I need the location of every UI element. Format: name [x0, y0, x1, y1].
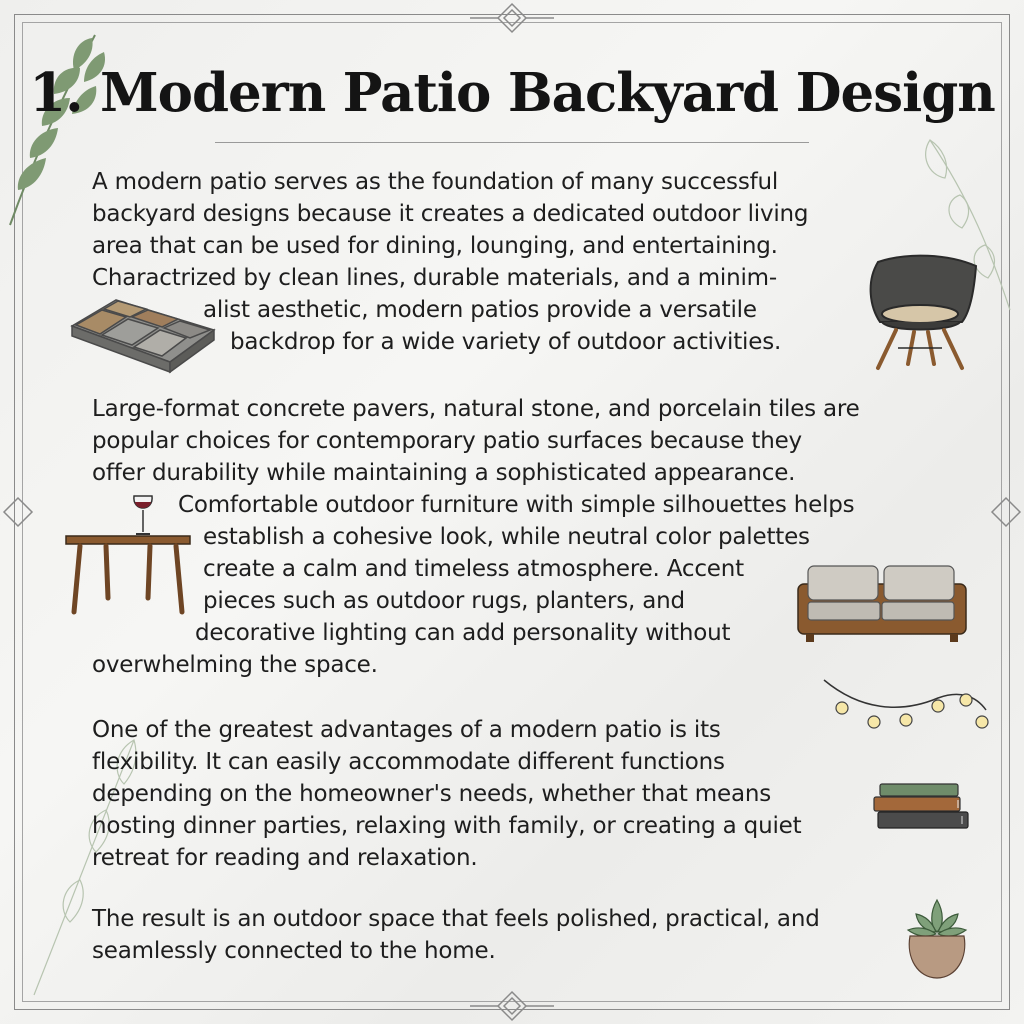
sofa-icon — [796, 560, 968, 644]
paragraph-2-line: offer durability while maintaining a sophisticated appearance. — [92, 460, 796, 486]
paragraph-2-line: overwhelming the space. — [92, 652, 378, 678]
paragraph-2-line: pieces such as outdoor rugs, planters, and — [203, 588, 685, 614]
side-table-with-wine-icon — [62, 490, 194, 618]
paragraph-2-line: decorative lighting can add personality without — [195, 620, 731, 646]
paragraph-1-line: area that can be used for dining, lounging, and entertaining. — [92, 233, 778, 259]
diamond-ornament-bottom — [498, 992, 526, 1020]
paragraph-2-line: Comfortable outdoor furniture with simple silhouettes helps — [178, 492, 855, 518]
paragraph-1-line: alist aesthetic, modern patios provide a versatile — [203, 297, 757, 323]
paragraph-1-line: A modern patio serves as the foundation of many successful — [92, 169, 779, 195]
string-lights-icon — [820, 670, 990, 742]
paragraph-4-line: The result is an outdoor space that feels polished, practical, and — [92, 906, 820, 932]
paragraph-3-line: retreat for reading and relaxation. — [92, 845, 478, 871]
paragraph-2-line: popular choices for contemporary patio surfaces because they — [92, 428, 802, 454]
paragraph-2-line: establish a cohesive look, while neutral color palettes — [203, 524, 810, 550]
paragraph-2-line: Large-format concrete pavers, natural stone, and porcelain tiles are — [92, 396, 860, 422]
paragraph-3-line: flexibility. It can easily accommodate different functions — [92, 749, 725, 775]
paragraph-2-line: create a calm and timeless atmosphere. Accent — [203, 556, 744, 582]
paragraph-1-line: backdrop for a wide variety of outdoor activities. — [230, 329, 782, 355]
diamond-ornament-right — [992, 498, 1020, 526]
book-stack-icon — [872, 780, 970, 834]
title-divider — [215, 142, 809, 143]
paragraph-3-line: hosting dinner parties, relaxing with family, or creating a quiet — [92, 813, 802, 839]
paragraph-4-line: seamlessly connected to the home. — [92, 938, 496, 964]
paragraph-1-line: Charactrized by clean lines, durable materials, and a minim- — [92, 265, 777, 291]
diamond-ornament-left — [4, 498, 32, 526]
paragraph-1-line: backyard designs because it creates a dedicated outdoor living — [92, 201, 809, 227]
paver-stones-icon — [66, 290, 218, 374]
paragraph-3-line: depending on the homeowner's needs, whether that means — [92, 781, 772, 807]
paragraph-3-line: One of the greatest advantages of a modern patio is its — [92, 717, 721, 743]
page-title: 1. Modern Patio Backyard Design — [29, 62, 995, 124]
diamond-ornament-top — [498, 4, 526, 32]
succulent-pot-icon — [902, 892, 972, 982]
lounge-chair-icon — [858, 252, 988, 372]
